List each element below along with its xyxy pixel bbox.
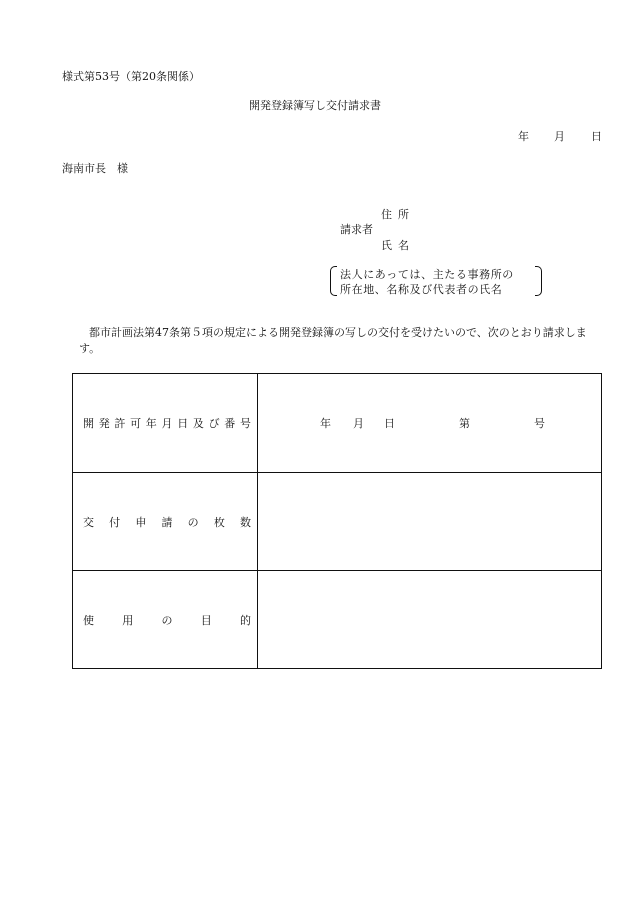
name-label: 氏名	[381, 239, 415, 252]
requester-label: 請求者	[340, 223, 373, 236]
permit-dai-label: 第	[459, 417, 470, 430]
copies-value-cell[interactable]	[259, 473, 601, 571]
copies-label-cell	[73, 473, 258, 571]
request-table	[72, 373, 602, 669]
right-bracket	[535, 266, 542, 296]
permit-label-cell	[73, 374, 258, 472]
permit-day-label: 日	[384, 417, 395, 430]
purpose-label: 使用の目的	[83, 614, 251, 627]
form-number: 様式第53号（第20条関係）	[62, 70, 200, 83]
date-day-label: 日	[591, 130, 602, 143]
corporation-note	[330, 266, 542, 296]
permit-year-label: 年	[320, 417, 331, 430]
table-row-purpose	[73, 570, 601, 669]
permit-go-label: 号	[534, 417, 545, 430]
note-line-2: 所在地、名称及び代表者の氏名	[340, 283, 503, 296]
request-statement: 都市計画法第47条第５項の規定による開発登録簿の写しの交付を受けたいので、次のとおり請求します。	[79, 326, 587, 355]
date-month-label: 月	[554, 130, 565, 143]
permit-label: 開発許可年月日及び番号	[83, 417, 251, 430]
date-year-label: 年	[518, 130, 529, 143]
copies-label: 交付申請の枚数	[83, 516, 251, 529]
addressee: 海南市長 様	[62, 162, 128, 175]
permit-value-cell[interactable]	[259, 374, 601, 472]
document-title: 開発登録簿写し交付請求書	[249, 99, 381, 112]
table-row-permit	[73, 374, 601, 472]
purpose-label-cell	[73, 571, 258, 669]
purpose-value-cell[interactable]	[259, 571, 601, 669]
left-bracket	[330, 266, 337, 296]
address-label: 住所	[381, 208, 415, 221]
note-line-1: 法人にあっては、主たる事務所の	[340, 268, 514, 281]
permit-month-label: 月	[353, 417, 364, 430]
table-row-copies	[73, 472, 601, 571]
